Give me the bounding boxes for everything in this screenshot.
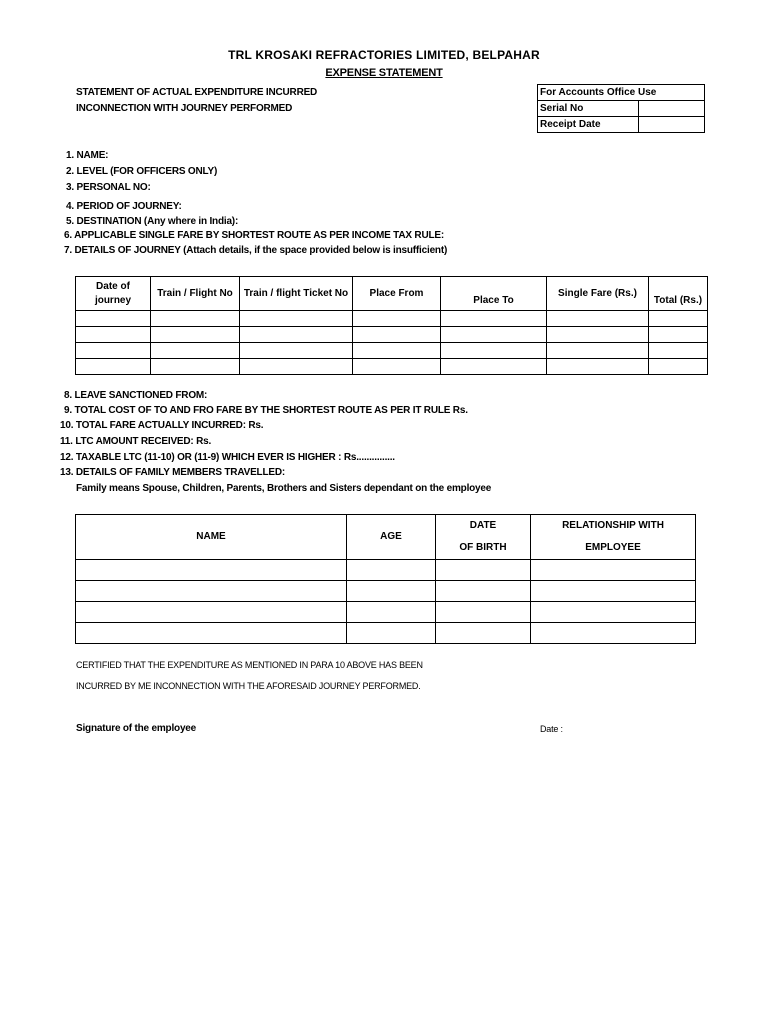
table-cell[interactable] xyxy=(436,581,531,602)
table-cell[interactable] xyxy=(547,359,649,375)
field-ltc-received: 11. LTC AMOUNT RECEIVED: Rs. xyxy=(60,436,212,447)
table-cell[interactable] xyxy=(151,311,240,327)
table-cell[interactable] xyxy=(353,311,441,327)
field-family-members: 13. DETAILS OF FAMILY MEMBERS TRAVELLED: xyxy=(60,467,285,478)
table-cell[interactable] xyxy=(76,343,151,359)
table-row xyxy=(76,327,708,343)
statement-line-1: STATEMENT OF ACTUAL EXPENDITURE INCURRED xyxy=(76,87,318,98)
field-level: 2. LEVEL (FOR OFFICERS ONLY) xyxy=(66,166,218,177)
table-cell[interactable] xyxy=(151,327,240,343)
field-period-of-journey: 4. PERIOD OF JOURNEY: xyxy=(66,201,182,212)
table-cell[interactable] xyxy=(649,359,708,375)
family-col-relationship: RELATIONSHIP WITH EMPLOYEE xyxy=(531,515,696,560)
table-cell[interactable] xyxy=(76,359,151,375)
table-cell[interactable] xyxy=(441,359,547,375)
table-cell[interactable] xyxy=(441,343,547,359)
table-row xyxy=(76,560,696,581)
field-total-fare: 10. TOTAL FARE ACTUALLY INCURRED: Rs. xyxy=(60,420,264,431)
table-cell[interactable] xyxy=(353,327,441,343)
family-note: Family means Spouse, Children, Parents, Brothers and Sisters dependant on the employee xyxy=(76,483,492,494)
table-cell[interactable] xyxy=(441,311,547,327)
table-cell[interactable] xyxy=(531,560,696,581)
journey-col-total: Total (Rs.) xyxy=(649,277,708,311)
journey-col-train-no: Train / Flight No xyxy=(151,277,240,311)
table-row xyxy=(76,623,696,644)
field-name: 1. NAME: xyxy=(66,150,109,161)
family-col-age: AGE xyxy=(347,515,436,560)
journey-col-ticket-no: Train / flight Ticket No xyxy=(240,277,353,311)
table-cell[interactable] xyxy=(649,327,708,343)
table-cell[interactable] xyxy=(76,560,347,581)
journey-col-date: Date of journey xyxy=(76,277,151,311)
table-cell[interactable] xyxy=(353,359,441,375)
field-destination: 5. DESTINATION (Any where in India): xyxy=(66,216,239,227)
table-cell[interactable] xyxy=(547,311,649,327)
table-cell[interactable] xyxy=(347,560,436,581)
family-col-dob-line1: DATE xyxy=(469,520,497,531)
table-cell[interactable] xyxy=(76,311,151,327)
table-cell[interactable] xyxy=(76,581,347,602)
table-cell[interactable] xyxy=(547,327,649,343)
statement-line-2: INCONNECTION WITH JOURNEY PERFORMED xyxy=(76,103,293,114)
table-row xyxy=(76,359,708,375)
table-cell[interactable] xyxy=(76,623,347,644)
field-total-cost: 9. TOTAL COST OF TO AND FRO FARE BY THE SHORTEST ROUTE AS PER IT RULE Rs. xyxy=(64,405,468,416)
table-cell[interactable] xyxy=(76,327,151,343)
table-cell[interactable] xyxy=(240,359,353,375)
table-row xyxy=(76,311,708,327)
journey-col-place-to: Place To xyxy=(441,277,547,311)
table-cell[interactable] xyxy=(347,581,436,602)
journey-table xyxy=(75,276,708,375)
table-cell[interactable] xyxy=(531,581,696,602)
field-leave-sanctioned: 8. LEAVE SANCTIONED FROM: xyxy=(64,390,208,401)
family-col-name: NAME xyxy=(76,515,347,560)
receipt-date-label: Receipt Date xyxy=(538,117,639,133)
table-cell[interactable] xyxy=(347,602,436,623)
table-cell[interactable] xyxy=(347,623,436,644)
table-row xyxy=(76,343,708,359)
accounts-office-heading: For Accounts Office Use xyxy=(538,85,705,101)
journey-col-place-from: Place From xyxy=(353,277,441,311)
certification-line-2: INCURRED BY ME INCONNECTION WITH THE AFORESAID JOURNEY PERFORMED. xyxy=(76,681,421,691)
journey-col-single-fare: Single Fare (Rs.) xyxy=(547,277,649,311)
family-table xyxy=(75,514,696,644)
table-row xyxy=(76,581,696,602)
family-col-dob xyxy=(436,515,531,560)
field-applicable-fare: 6. APPLICABLE SINGLE FARE BY SHORTEST ROUTE AS PER INCOME TAX RULE: xyxy=(64,230,444,241)
table-cell[interactable] xyxy=(353,343,441,359)
table-cell[interactable] xyxy=(151,343,240,359)
table-cell[interactable] xyxy=(76,602,347,623)
table-cell[interactable] xyxy=(547,343,649,359)
table-cell[interactable] xyxy=(436,560,531,581)
table-cell[interactable] xyxy=(531,623,696,644)
table-cell[interactable] xyxy=(151,359,240,375)
certification-line-1: CERTIFIED THAT THE EXPENDITURE AS MENTIONED IN PARA 10 ABOVE HAS BEEN xyxy=(76,660,423,670)
field-details-of-journey: 7. DETAILS OF JOURNEY (Attach details, if the space provided below is insufficient) xyxy=(64,245,448,256)
date-label: Date : xyxy=(540,724,563,734)
table-cell[interactable] xyxy=(436,602,531,623)
page-title: EXPENSE STATEMENT xyxy=(325,67,443,79)
table-cell[interactable] xyxy=(649,343,708,359)
company-name: TRL KROSAKI REFRACTORIES LIMITED, BELPAHAR xyxy=(228,48,540,62)
table-cell[interactable] xyxy=(240,343,353,359)
table-cell[interactable] xyxy=(649,311,708,327)
receipt-date-field[interactable] xyxy=(639,117,705,133)
serial-no-field[interactable] xyxy=(639,101,705,117)
family-col-dob-line2: OF BIRTH xyxy=(459,542,507,553)
table-cell[interactable] xyxy=(436,623,531,644)
field-taxable-ltc: 12. TAXABLE LTC (11-10) OR (11-9) WHICH EVER IS HIGHER : Rs............... xyxy=(60,452,395,463)
table-cell[interactable] xyxy=(531,602,696,623)
serial-no-label: Serial No xyxy=(538,101,639,117)
field-personal-no: 3. PERSONAL NO: xyxy=(66,182,151,193)
signature-label: Signature of the employee xyxy=(76,723,197,734)
table-row xyxy=(76,602,696,623)
table-cell[interactable] xyxy=(240,327,353,343)
accounts-office-box xyxy=(537,84,705,133)
table-cell[interactable] xyxy=(441,327,547,343)
table-cell[interactable] xyxy=(240,311,353,327)
